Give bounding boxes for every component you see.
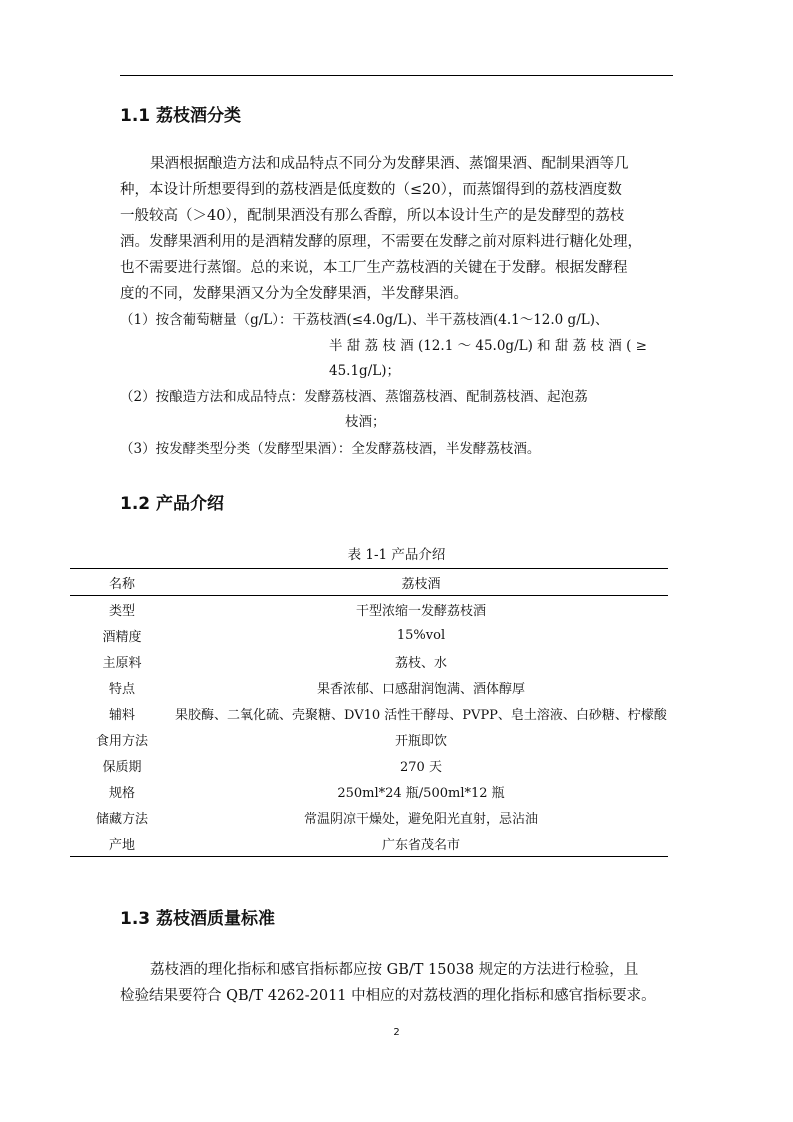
row-value: 果香浓郁、口感甜润饱满、酒体醇厚 (316, 681, 525, 697)
section-heading-1-1: 1.1 荔枝酒分类 (120, 106, 242, 126)
row-value: 250ml*24 瓶/500ml*12 瓶 (337, 785, 505, 801)
intro-line: 种，本设计所想要得到的荔枝酒是低度数的（≤20），而蒸馏得到的荔枝酒度数 (120, 182, 622, 198)
table-row (70, 648, 668, 674)
intro-line: 酒。发酵果酒利用的是酒精发酵的原理，不需要在发酵之前对原料进行糖化处理， (120, 234, 642, 250)
table-row (70, 674, 668, 700)
table-header-row (70, 569, 668, 596)
row-value: 15%vol (396, 627, 446, 643)
row-label: 产地 (108, 837, 135, 853)
quality-line: 荔枝酒的理化指标和感官指标都应按 GB/T 15038 规定的方法进行检验，且 (150, 962, 639, 978)
row-label: 辅料 (108, 707, 135, 723)
header-cell-name: 名称 (108, 576, 135, 592)
product-table (70, 568, 668, 857)
row-value: 广东省茂名市 (381, 837, 460, 853)
classification-item-1-cont: 45.1g/L)； (329, 363, 400, 379)
table-row (70, 596, 668, 623)
classification-item-2: （2）按酿造方法和成品特点：发酵荔枝酒、蒸馏荔枝酒、配制荔枝酒、起泡荔 (120, 389, 588, 405)
row-value: 270 天 (400, 759, 442, 775)
table-row (70, 700, 668, 726)
row-value: 果胶酶、二氧化硫、壳聚糖、DV10 活性干酵母、PVPP、皂土溶液、白砂糖、柠檬酸 (175, 707, 667, 723)
row-label: 酒精度 (102, 629, 142, 645)
header-cell-product: 荔枝酒 (401, 576, 441, 592)
table-row (70, 752, 668, 778)
row-value: 常温阴凉干燥处，避免阳光直射，忌沾油 (303, 811, 538, 827)
row-label: 规格 (108, 785, 135, 801)
table-row (70, 726, 668, 752)
table-caption: 表 1-1 产品介绍 (347, 547, 446, 563)
classification-item-1: （1）按含葡萄糖量（g/L）：干荔枝酒(≤4.0g/L)、半干荔枝酒(4.1～12.0 g/L)、 (120, 312, 609, 328)
row-value: 干型浓缩一发酵荔枝酒 (355, 603, 486, 619)
table-row (70, 622, 668, 648)
row-label: 主原料 (102, 655, 142, 671)
intro-line: 果酒根据酿造方法和成品特点不同分为发酵果酒、蒸馏果酒、配制果酒等几 (150, 156, 629, 172)
table-row (70, 830, 668, 857)
row-label: 食用方法 (95, 733, 148, 749)
page-number: 2 (393, 1027, 400, 1038)
classification-item-1-cont: 半 甜 荔 枝 酒 (12.1 ～ 45.0g/L) 和 甜 荔 枝 酒 ( ≥ (329, 338, 647, 354)
table-row (70, 804, 668, 830)
row-label: 特点 (108, 681, 135, 697)
classification-item-3: （3）按发酵类型分类（发酵型果酒）：全发酵荔枝酒，半发酵荔枝酒。 (120, 441, 541, 457)
intro-paragraph (120, 151, 673, 307)
row-label: 保质期 (102, 759, 142, 775)
table-row (70, 778, 668, 804)
quality-paragraph (120, 957, 673, 1009)
quality-line: 检验结果要符合 QB/T 4262-2011 中相应的对荔枝酒的理化指标和感官指标要求。 (120, 988, 656, 1004)
row-value: 荔枝、水 (394, 655, 447, 671)
section-heading-1-3: 1.3 荔枝酒质量标准 (120, 909, 276, 929)
header-rule (120, 75, 673, 76)
row-value: 开瓶即饮 (394, 733, 447, 749)
intro-line: 也不需要进行蒸馏。总的来说，本工厂生产荔枝酒的关键在于发酵。根据发酵程 (120, 260, 628, 276)
row-label: 类型 (108, 603, 135, 619)
intro-line: 度的不同，发酵果酒又分为全发酵果酒，半发酵果酒。 (120, 286, 468, 302)
intro-line: 一般较高（＞40），配制果酒没有那么香醇，所以本设计生产的是发酵型的荔枝 (120, 208, 625, 224)
section-heading-1-2: 1.2 产品介绍 (120, 494, 225, 514)
classification-item-2-cont: 枝酒； (345, 414, 386, 430)
row-label: 储藏方法 (95, 811, 148, 827)
